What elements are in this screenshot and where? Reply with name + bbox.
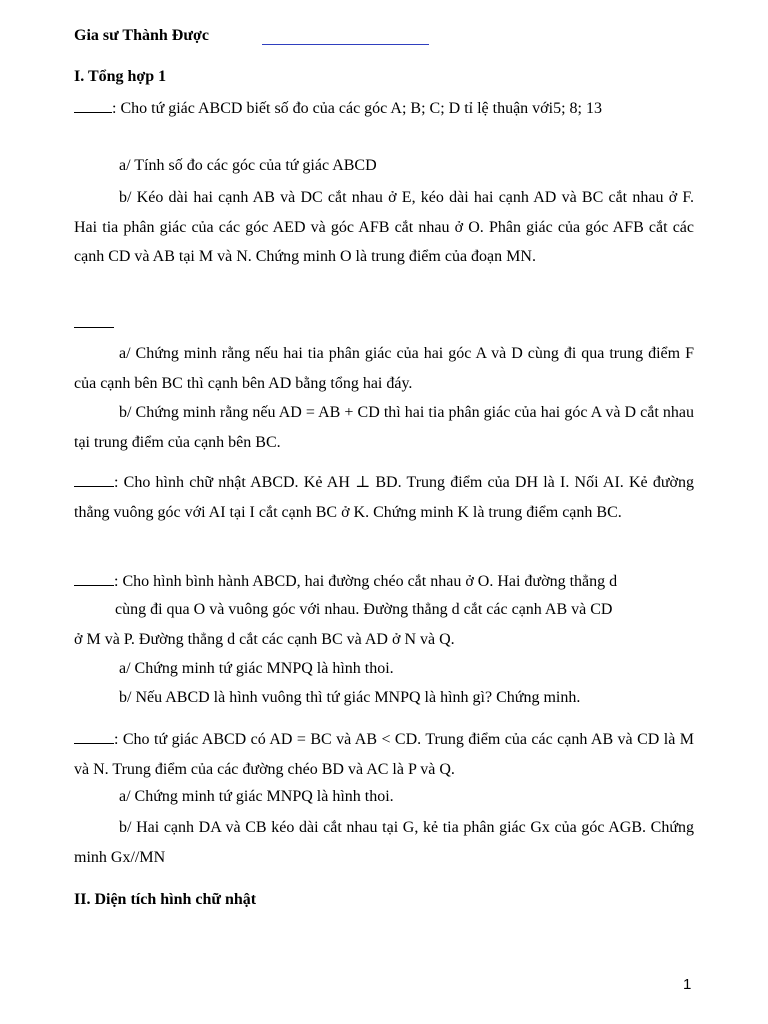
question-5: : Cho tứ giác ABCD có AD = BC và AB < CD. Trung điểm của các cạnh AB và CD là M và N. Trung điểm của các đường chéo BD và AC là P và Q.	[74, 731, 694, 778]
question-3: : Cho hình chữ nhật ABCD. Kẻ AH ⊥ BD. Trung điểm của DH là I. Nối AI. Kẻ đường thẳng vuông góc với AI tại I cắt cạnh BC ở K. Chứng minh K là trung điểm cạnh BC.	[74, 474, 694, 521]
answer-blank	[74, 314, 114, 328]
question-4-part-a: a/ Chứng minh tứ giác MNPQ là hình thoi.	[119, 660, 394, 677]
answer-blank	[74, 730, 114, 744]
answer-blank	[74, 473, 114, 487]
question-1-stem: : Cho tứ giác ABCD biết số đo của các góc A; B; C; D tỉ lệ thuận với5; 8; 13	[74, 99, 602, 118]
question-4-line-2: cùng đi qua O và vuông góc với nhau. Đường thẳng d cắt các cạnh AB và CD	[115, 601, 613, 618]
question-1-part-a: a/ Tính số đo các góc của tứ giác ABCD	[119, 157, 377, 174]
section-2-title: II. Diện tích hình chữ nhật	[74, 891, 257, 908]
header-title: Gia sư Thành Được	[74, 27, 209, 44]
question-1-part-b: b/ Kéo dài hai cạnh AB và DC cắt nhau ở E, kéo dài hai cạnh AD và BC cắt nhau ở F. Hai tia phân giác của các góc AED và góc AFB cắt nhau ở O. Phân giác của góc AFB cắt các cạnh CD và AB tại M và N. Chứng minh O là trung điểm của đoạn MN.	[74, 189, 694, 266]
question-4-line-1: : Cho hình bình hành ABCD, hai đường chéo cắt nhau ở O. Hai đường thẳng d	[74, 572, 617, 591]
header-underline	[262, 44, 429, 45]
question-2-part-a: a/ Chứng minh rằng nếu hai tia phân giác của hai góc A và D cùng đi qua trung điểm F của cạnh bên BC thì cạnh bên AD bằng tổng hai đáy.	[74, 345, 694, 392]
question-4-part-b: b/ Nếu ABCD là hình vuông thì tứ giác MNPQ là hình gì? Chứng minh.	[119, 689, 581, 706]
question-5-part-b: b/ Hai cạnh DA và CB kéo dài cắt nhau tại G, kẻ tia phân giác Gx của góc AGB. Chứng minh Gx//MN	[74, 819, 694, 866]
question-2-number	[74, 314, 114, 333]
question-5-part-a: a/ Chứng minh tứ giác MNPQ là hình thoi.	[119, 788, 394, 805]
answer-blank	[74, 99, 112, 113]
question-4-line-3: ở M và P. Đường thẳng d cắt các cạnh BC và AD ở N và Q.	[74, 631, 455, 648]
section-1-title: I. Tổng hợp 1	[74, 68, 167, 85]
question-2-part-b: b/ Chứng minh rằng nếu AD = AB + CD thì hai tia phân giác của hai góc A và D cắt nhau tại trung điểm của cạnh bên BC.	[74, 404, 694, 451]
page-number: 1	[683, 976, 692, 993]
answer-blank	[74, 572, 114, 586]
